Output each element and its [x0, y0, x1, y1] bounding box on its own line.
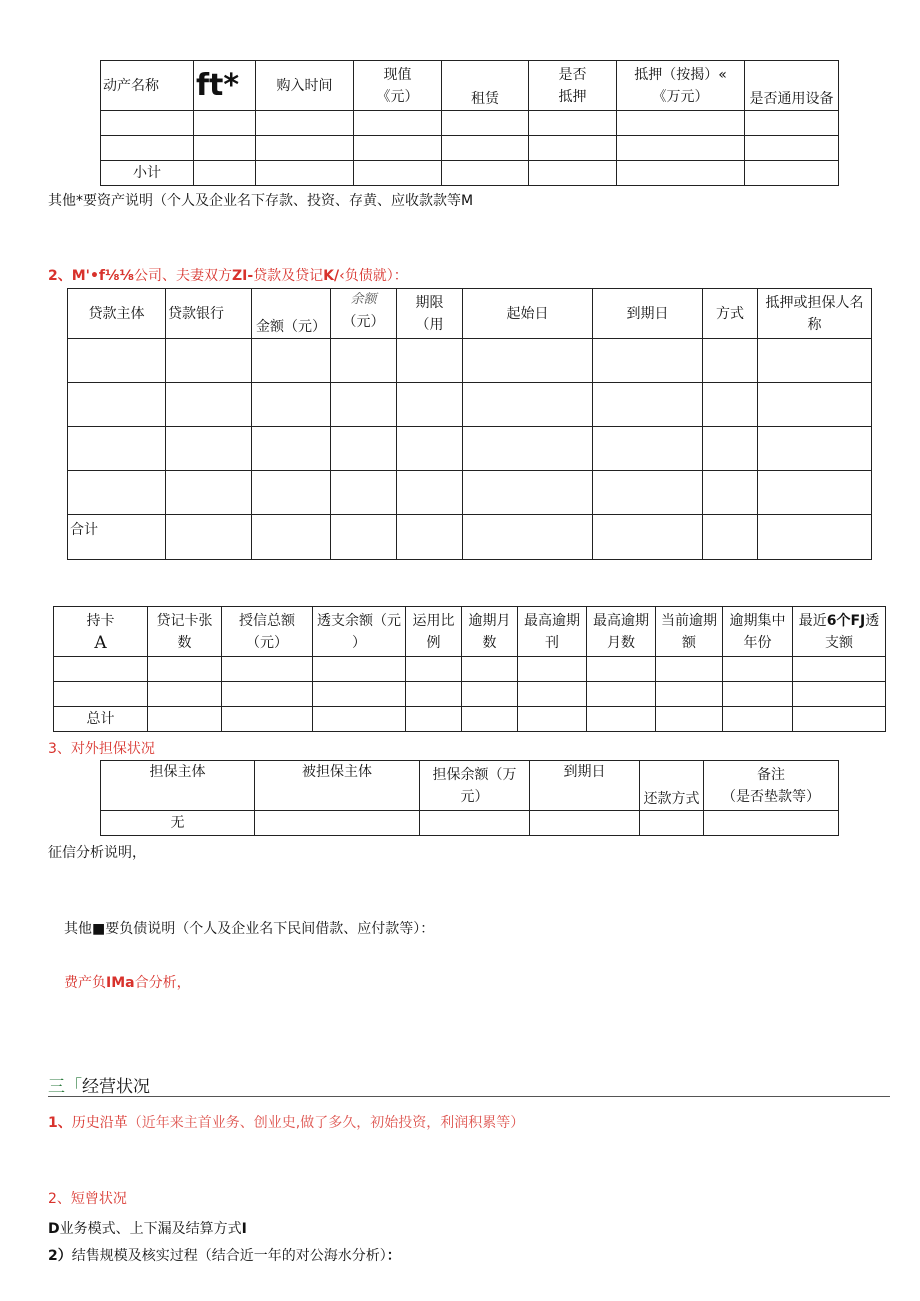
header-max-overdue-2: 刊	[545, 634, 559, 651]
total-label: 合计	[68, 515, 166, 560]
asset-liability-analysis: 费产负IMa合分析，	[64, 975, 191, 991]
movable-assets-table	[100, 60, 839, 186]
header-overdue-months: 逾期月	[468, 612, 511, 629]
header-guarantee-balance: 担保余额（万	[432, 766, 517, 783]
header-max-overdue: 最高逾期	[524, 612, 580, 629]
table-row	[68, 471, 872, 515]
header-current-value: 现值	[383, 66, 412, 83]
header-current-overdue: 当前逾期	[661, 612, 717, 629]
header-card-count: 贷记卡张	[156, 612, 213, 629]
header-overdraft-2: ）	[352, 634, 366, 651]
item-business-model: D业务模式、上下漏及结算方式I	[48, 1221, 247, 1237]
header-purchase-time: 购入时间	[256, 61, 354, 111]
header-balance-unit: （元）	[342, 314, 385, 330]
table-row	[101, 111, 839, 136]
subtotal-label: 小计	[101, 161, 194, 186]
table-row	[101, 811, 839, 836]
header-recent-overdraft-2: 支额	[825, 634, 853, 651]
header-remarks-2: （是否垫款等）	[722, 788, 820, 805]
header-cardholder-2: A	[94, 632, 107, 653]
header-current-value-unit: 《元）	[376, 88, 419, 105]
part-3-heading: 三「经营状况	[48, 1077, 150, 1097]
header-overdraft: 透支余额（元	[317, 612, 401, 629]
header-usage-ratio: 运用比	[412, 612, 455, 629]
table-row	[68, 339, 872, 383]
header-max-overdue-months: 最高逾期	[593, 612, 649, 629]
guarantees-table	[100, 760, 839, 836]
header-asset-name: 动产名称	[101, 61, 194, 111]
header-balance: 余额	[350, 292, 377, 307]
section-3-heading: 3、对外担保状况	[48, 741, 155, 757]
table-row	[68, 383, 872, 427]
history-heading: 1、历史沿革（近年来主首业务、创业史,做了多久，初始投资，利润积累等）	[48, 1115, 525, 1131]
header-loan-subject: 贷款主体	[68, 289, 166, 339]
table-row	[54, 682, 886, 707]
section-2-heading: 2、M'•f⅛⅛公司、夫妻双方ZI-贷款及贷记K/‹负债就）：	[48, 268, 408, 284]
header-overdue-months-2: 数	[482, 634, 497, 651]
header-card-count-2: 数	[177, 634, 192, 651]
table-row	[68, 515, 872, 560]
header-repayment-method: 还款方式	[640, 761, 704, 811]
header-mortgage-unit: 《万元）	[652, 88, 709, 105]
header-remarks: 备注	[757, 766, 785, 783]
table-row	[101, 136, 839, 161]
header-guaranteed-subject: 被担保主体	[255, 761, 420, 811]
header-overdue-years: 逾期集中	[729, 612, 786, 629]
operation-heading: 2、短曾状况	[48, 1191, 127, 1207]
header-start-date: 起始日	[463, 289, 593, 339]
table-row	[54, 707, 886, 732]
header-credit-total: 授信总额	[239, 612, 295, 629]
header-garbled: ft*	[196, 67, 240, 103]
other-liabilities-note: 其他■要负债说明（个人及企业名下民间借款、应付款等）：	[64, 921, 435, 937]
header-lease: 租赁	[442, 61, 529, 111]
header-guarantor: 抵押或担保人名	[765, 294, 864, 311]
header-general-equipment: 是否通用设备	[745, 61, 839, 111]
credit-cards-table	[53, 606, 886, 732]
header-loan-bank: 贷款银行	[166, 289, 252, 339]
cell-none: 无	[101, 811, 255, 836]
header-cardholder: 持卡	[86, 612, 115, 629]
header-term: 期限	[415, 294, 444, 311]
other-assets-note: 其他*要资产说明（个人及企业名下存款、投资、存黄、应收款款等M	[48, 193, 474, 209]
divider	[48, 1096, 890, 1097]
header-mortgaged: 抵押	[558, 88, 587, 105]
table-row	[101, 161, 839, 186]
item-sales-scale: 2）结售规模及核实过程（结合近一年的对公海水分析）：	[48, 1248, 401, 1264]
header-due-date: 到期日	[530, 761, 640, 811]
header-guarantee-balance-unit: 元）	[460, 788, 489, 805]
header-guarantor-subject: 担保主体	[101, 761, 255, 811]
header-max-overdue-months-2: 月数	[607, 634, 635, 651]
header-guarantor-2: 称	[807, 316, 822, 333]
header-end-date: 到期日	[593, 289, 703, 339]
header-term-unit: （用	[415, 316, 444, 333]
header-is: 是否	[558, 66, 587, 83]
table-row	[54, 657, 886, 682]
header-usage-ratio-2: 例	[426, 634, 441, 651]
credit-analysis-note: 征信分析说明，	[48, 845, 146, 861]
header-overdue-years-2: 年份	[743, 634, 772, 651]
header-mortgage-amount: 抵押（按揭）«	[634, 66, 727, 83]
header-method: 方式	[703, 289, 758, 339]
header-amount: 金额（元）	[252, 289, 331, 339]
header-credit-total-unit: （元）	[246, 634, 288, 651]
table-row	[68, 427, 872, 471]
grand-total-label: 总计	[54, 707, 148, 732]
header-recent-overdraft: 最近6个FJ透	[798, 612, 880, 629]
header-current-overdue-2: 额	[682, 634, 696, 651]
loans-table	[67, 288, 872, 560]
